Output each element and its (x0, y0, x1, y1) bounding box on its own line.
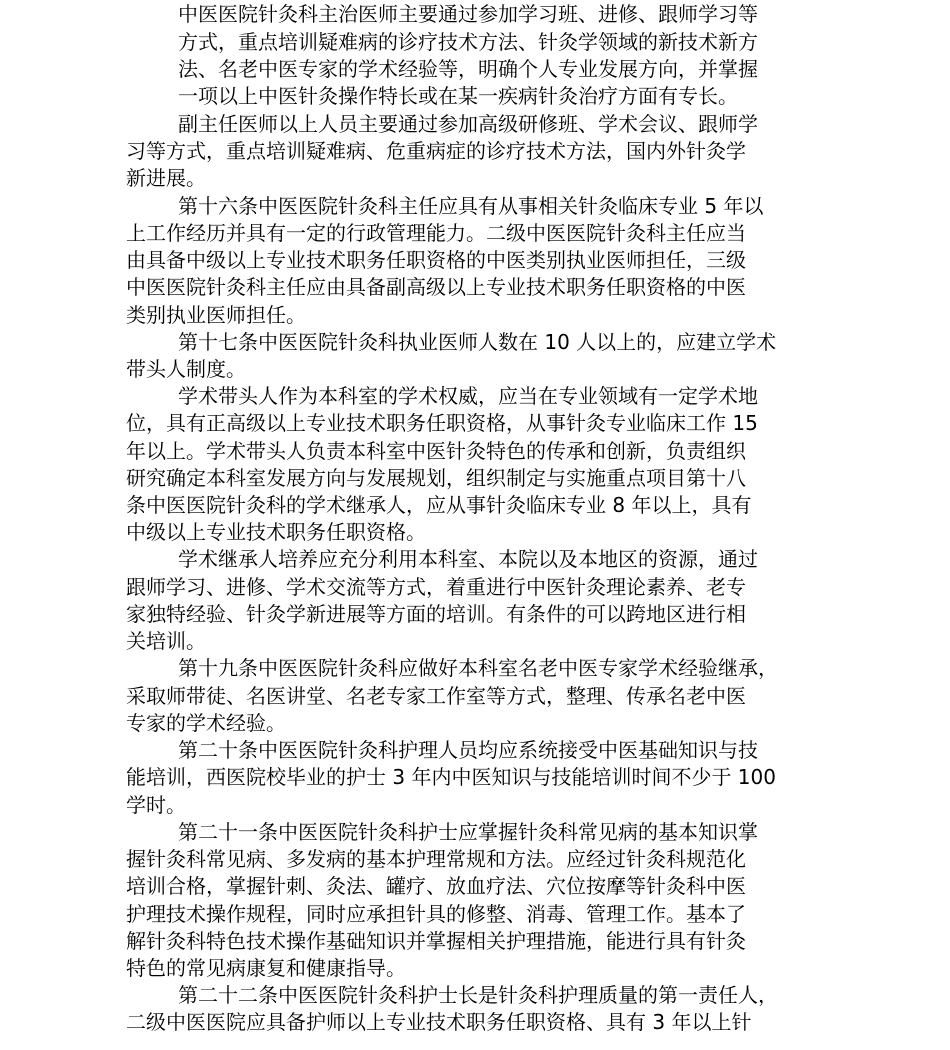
text-line: 条中医医院针灸科的学术继承人，应从事针灸临床专业 8 年以上，具有 (126, 493, 752, 517)
text-line: 第二十一条中医医院针灸科护士应掌握针灸科常见病的基本知识掌 (178, 820, 758, 844)
text-line: 由具备中级以上专业技术职务任职资格的中医类别执业医师担任，三级 (126, 248, 746, 272)
text-line: 能培训，西医院校毕业的护士 3 年内中医知识与技能培训时间不少于 100 (126, 765, 776, 789)
text-line: 位，具有正高级以上专业技术职务任职资格，从事针灸专业临床工作 15 (126, 411, 758, 435)
text-line: 采取师带徒、名医讲堂、名老专家工作室等方式，整理、传承名老中医 (126, 684, 746, 708)
text-line: 第十九条中医医院针灸科应做好本科室名老中医专家学术经验继承， (178, 656, 778, 680)
text-line: 握针灸科常见病、多发病的基本护理常规和方法。应经过针灸科规范化 (126, 847, 746, 871)
text-line: 习等方式，重点培训疑难病、危重病症的诊疗技术方法，国内外针灸学 (126, 139, 746, 163)
text-line: 培训合格，掌握针刺、灸法、罐疗、放血疗法、穴位按摩等针灸科中医 (126, 874, 746, 898)
text-line: 新进展。 (126, 166, 206, 190)
text-line: 专家的学术经验。 (126, 711, 286, 735)
text-line: 研究确定本科室发展方向与发展规划，组织制定与实施重点项目第十八 (126, 466, 746, 490)
text-line: 学时。 (126, 793, 186, 817)
text-line: 学术继承人培养应充分利用本科室、本院以及本地区的资源，通过 (178, 547, 758, 571)
text-line: 一项以上中医针灸操作特长或在某一疾病针灸治疗方面有专长。 (178, 84, 738, 108)
text-line: 法、名老中医专家的学术经验等，明确个人专业发展方向，并掌握 (178, 57, 758, 81)
text-line: 家独特经验、针灸学新进展等方面的培训。有条件的可以跨地区进行相 (126, 602, 746, 626)
text-line: 中医医院针灸科主任应由具备副高级以上专业技术职务任职资格的中医 (126, 275, 746, 299)
text-line: 跟师学习、进修、学术交流等方式，着重进行中医针灸理论素养、老专 (126, 575, 746, 599)
text-line: 第二十条中医医院针灸科护理人员均应系统接受中医基础知识与技 (178, 738, 758, 762)
text-line: 解针灸科特色技术操作基础知识并掌握相关护理措施，能进行具有针灸 (126, 929, 746, 953)
text-line: 护理技术操作规程，同时应承担针具的修整、消毒、管理工作。基本了 (126, 902, 746, 926)
text-line: 关培训。 (126, 629, 206, 653)
text-line: 方式，重点培训疑难病的诊疗技术方法、针灸学领域的新技术新方 (178, 30, 758, 54)
text-line: 中级以上专业技术职务任职资格。 (126, 520, 426, 544)
text-line: 上工作经历并具有一定的行政管理能力。二级中医医院针灸科主任应当 (126, 221, 746, 245)
text-line: 第十七条中医医院针灸科执业医师人数在 10 人以上的，应建立学术 (178, 330, 777, 354)
text-line: 第二十二条中医医院针灸科护士长是针灸科护理质量的第一责任人， (178, 983, 778, 1007)
text-line: 第十六条中医医院针灸科主任应具有从事相关针灸临床专业 5 年以 (178, 194, 764, 218)
text-line: 副主任医师以上人员主要通过参加高级研修班、学术会议、跟师学 (178, 112, 758, 136)
text-line: 类别执业医师担任。 (126, 303, 306, 327)
text-line: 中医医院针灸科主治医师主要通过参加学习班、进修、跟师学习等 (178, 2, 758, 26)
text-line: 学术带头人作为本科室的学术权威，应当在专业领域有一定学术地 (178, 384, 758, 408)
text-line: 年以上。学术带头人负责本科室中医针灸特色的传承和创新，负责组织 (126, 439, 746, 463)
text-line: 二级中医医院应具备护师以上专业技术职务任职资格、具有 3 年以上针 (126, 1010, 752, 1034)
text-line: 特色的常见病康复和健康指导。 (126, 956, 406, 980)
text-line: 带头人制度。 (126, 357, 246, 381)
